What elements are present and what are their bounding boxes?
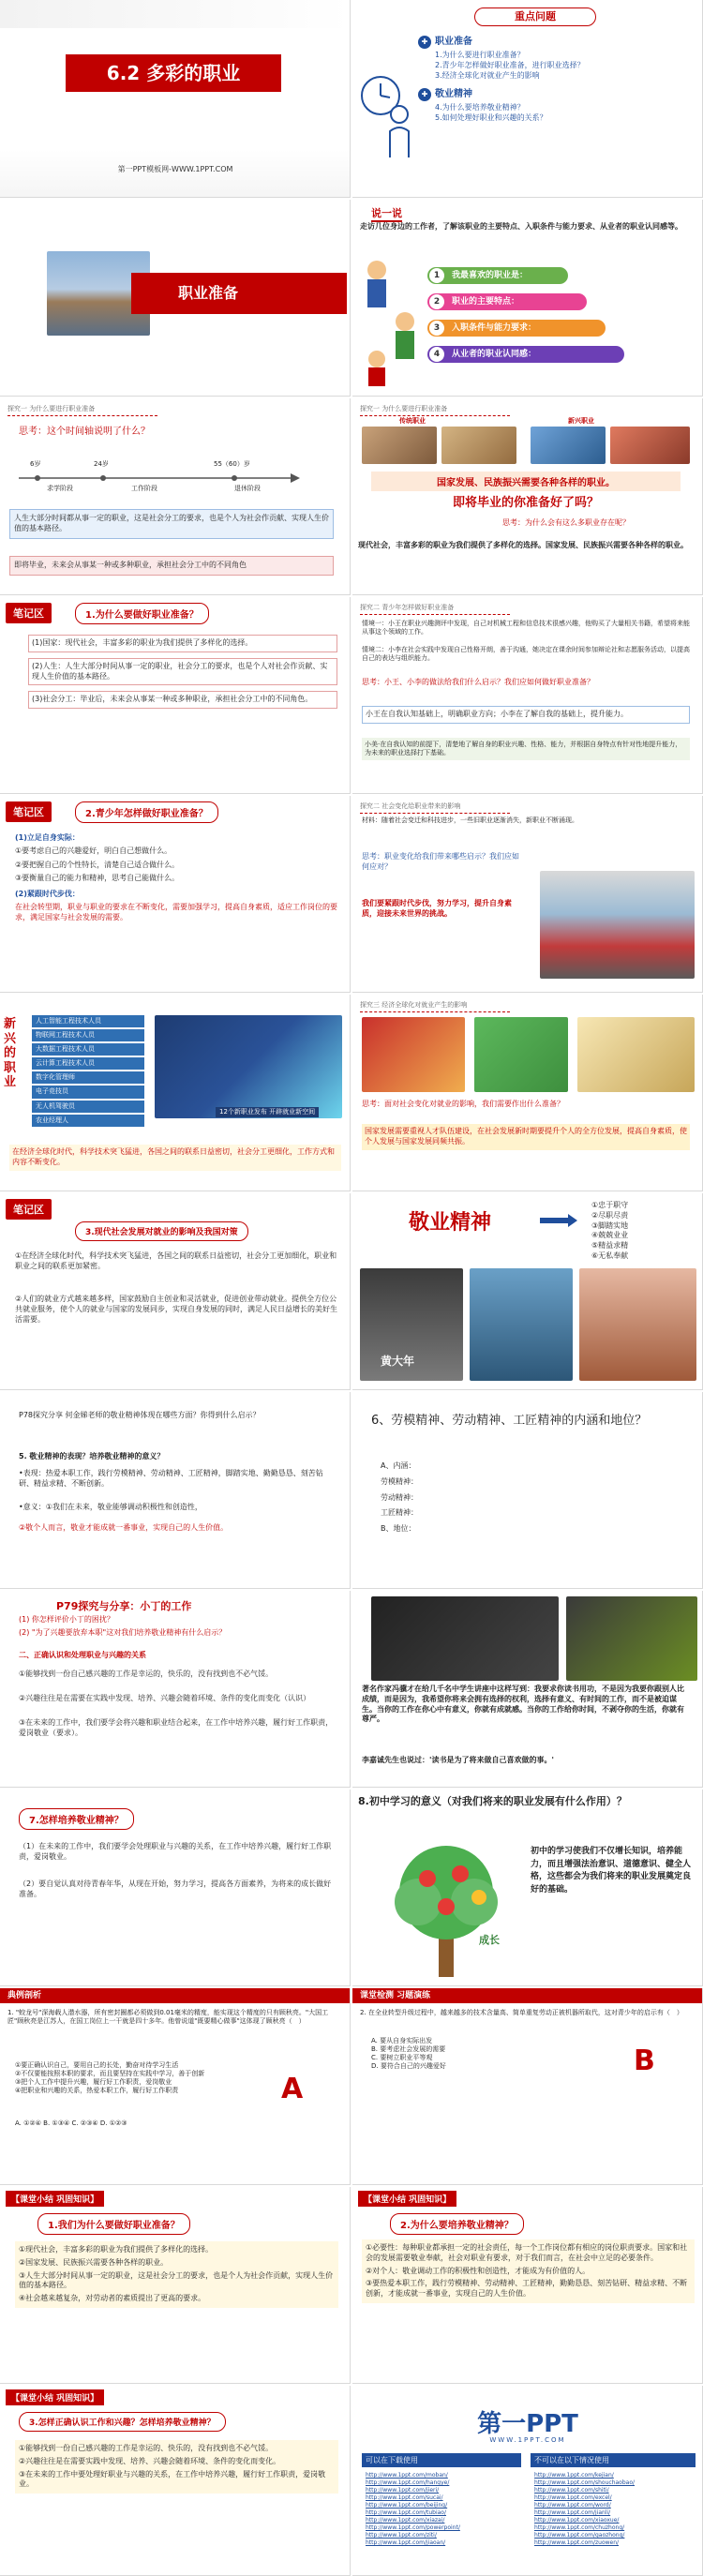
quote-text: 李嘉诚先生也说过：'读书是为了将来做自己喜欢做的事。' xyxy=(362,1756,554,1764)
slide-case-study[interactable] xyxy=(352,597,703,794)
slide-summary-2[interactable] xyxy=(352,2187,703,2384)
dedication-item: ②尽职尽责 xyxy=(591,1210,629,1220)
template-link[interactable]: http://www.1ppt.com/beijing/ xyxy=(366,2502,448,2509)
summary-item: ③人生大部分时间从事一定的职业，这是社会分工的要求，也是个人为社会作贡献，实现人生价值的基本路径。 xyxy=(19,2270,334,2290)
template-link[interactable]: http://www.1ppt.com/gaozhong/ xyxy=(534,2532,625,2539)
timeline-stage: 求学阶段 xyxy=(47,485,73,492)
brand-logo: 第一PPT xyxy=(477,2410,578,2438)
cultivate-title: 7.怎样培养敬业精神？ xyxy=(19,1808,134,1830)
template-link[interactable]: http://www.1ppt.com/excel/ xyxy=(534,2494,612,2501)
slide-social-change[interactable] xyxy=(352,796,703,993)
practice-answer: B xyxy=(634,2044,655,2077)
job-headline: 国家发展、民族振兴需要各种各样的职业。 xyxy=(371,472,681,491)
thinking-person-icon xyxy=(381,103,418,159)
summary-tag: 【课堂小结 巩固知识】 xyxy=(6,2191,104,2207)
arrow-right-icon xyxy=(540,1214,577,1227)
case-option: ③把个人工作中提升兴趣，履行好工作职责，爱岗敬业 xyxy=(15,2078,172,2087)
group2-heading: ✚ 敬业精神 xyxy=(418,88,699,101)
template-link[interactable]: http://www.1ppt.com/shiti/ xyxy=(534,2487,609,2494)
summary-title: 2.为什么要培养敬业精神？ xyxy=(390,2213,524,2235)
case-option: ②不仅要能按照本职的要求，而且要坚持在实践中学习，善于创新 xyxy=(15,2070,205,2078)
group1-heading: ✚ 职业准备 xyxy=(418,36,699,49)
practice-option[interactable]: D. 要符合自己的兴趣爱好 xyxy=(371,2062,446,2071)
left-title: 可以在下载使用 xyxy=(362,2453,521,2467)
notes-tag: 笔记区 xyxy=(6,1199,52,1220)
notes-point: ①要考虑自己的兴趣爱好，明白自己想做什么。 xyxy=(15,846,172,855)
new-job-item: 农业经理人 xyxy=(32,1115,144,1127)
timeline-age: 55（60）岁 xyxy=(214,460,250,468)
new-job-item: 物联网工程技术人员 xyxy=(32,1029,144,1041)
case-answer: 小王在自我认知基础上，明确职业方向；小李在了解自我的基础上，提升能力。 xyxy=(362,706,690,724)
dedication-title: 敬业精神 xyxy=(409,1211,492,1235)
notes-section: (2)紧跟时代步伐： xyxy=(15,890,80,899)
dedication-point: ②敬个人而言，敬业才能成就一番事业，实现自己的人生价值。 xyxy=(19,1523,229,1532)
discussion-intro: 走访几位身边的工作者，了解该职业的主要特点、入职条件与能力要求、从业者的职业认同感等。 xyxy=(360,222,682,231)
summary-title: 1.我们为什么要做好职业准备？ xyxy=(37,2213,190,2235)
template-link[interactable]: http://www.1ppt.com/xiazai/ xyxy=(366,2517,445,2524)
notes-title: 3.现代社会发展对就业的影响及我国对策 xyxy=(75,1221,248,1241)
discussion-pill-3[interactable]: 3 入职条件与能力要求： xyxy=(427,320,606,337)
slide-cultivate[interactable] xyxy=(0,1790,351,1986)
new-jobs-tagline: 12个新职业发布 开辟就业新空间 xyxy=(216,1107,319,1117)
case-text: 情境二：小李在社会实践中发现自己性格开朗，善于沟通，她决定在课余时间参加辩论社和志愿服务活动，以提高自己的表达与组织能力。 xyxy=(362,646,690,663)
slide-subheader: 探究一 为什么要进行职业准备 xyxy=(360,404,510,416)
job-tag-new: 新兴职业 xyxy=(568,417,594,425)
practice-option[interactable]: A. 要从自身实际出发 xyxy=(371,2037,433,2044)
dedication-photo xyxy=(579,1268,696,1381)
spirit-labels xyxy=(381,1461,662,1535)
case-choices: A. ①②④ B. ①③④ C. ②③④ D. ①②③ xyxy=(15,2119,127,2127)
slide-notes-3[interactable] xyxy=(0,1193,351,1390)
globalization-question: 思考：面对社会变化对就业的影响，我们需要作出什么准备？ xyxy=(362,1100,564,1108)
case-stem: 1. "蛟龙号"深海载人潜水器，所有密封圈都必须做到0.01毫米的精度，能实现这个精度的只有顾秋亮。"大国工匠"顾秋亮是江苏人，在国工岗位上一干就是四十多年。他曾说道"既要精心做事"这体现了顾秋亮（ ） xyxy=(7,2009,329,2026)
notes-section: (1)立足自身实际： xyxy=(15,833,80,842)
job-tag-traditional: 传统职业 xyxy=(399,417,426,425)
template-link[interactable]: http://www.1ppt.com/word/ xyxy=(534,2502,611,2509)
notes-list xyxy=(15,833,338,923)
globalization-answer: 国家发展需要重视人才队伍建设，在社会发展新时期要提升个人的全方位发展，提高自身素质，使个人发展与国家发展同频共振。 xyxy=(362,1124,690,1150)
cultivate-point: （1）在未来的工作中，我们要学会处理职业与兴趣的关系，在工作中培养兴趣，履行好工作职责，爱岗敬业。 xyxy=(19,1842,332,1861)
case-analysis-tag: 典例剖析 xyxy=(0,1988,351,2003)
template-link[interactable]: http://www.1ppt.com/jiaoan/ xyxy=(366,2539,446,2546)
slide-title[interactable] xyxy=(0,0,351,198)
notes-point: ②要把握自己的个性特长，清楚自己适合做什么。 xyxy=(15,860,180,869)
slide-title-banner: 6.2 多彩的职业 xyxy=(66,54,281,92)
new-job-item: 人工智能工程技术人员 xyxy=(32,1015,144,1027)
practice-option[interactable]: C. 要树立职业平等观 xyxy=(371,2054,433,2062)
interest-point: ②兴趣往往是在需要在实践中发现、培养、兴趣会随着环境、条件的变化而变化（认识） xyxy=(19,1694,311,1702)
notes-point: ②人们的就业方式越来越多样，国家鼓励自主创业和灵活就业，促进创业带动就业。提供全方位公共就业服务，使个人的就业与国家的发展同步，实现自身发展的同时，满足人民日益增长的美好生活需要。 xyxy=(15,1295,337,1324)
case-question: 思考：小王、小李的做法给我们什么启示？我们应如何做好职业准备？ xyxy=(362,678,594,686)
case-option: ④把职业和兴趣的关系，热爱本职工作，履行好工作职责 xyxy=(15,2087,179,2095)
timeline-age: 24岁 xyxy=(94,460,109,468)
practice-tag: 课堂检测 习题演练 xyxy=(352,1988,703,2003)
right-links xyxy=(534,2472,694,2547)
case-options xyxy=(15,2061,277,2095)
template-link[interactable]: http://www.1ppt.com/xiaoxue/ xyxy=(534,2517,620,2524)
interest-point: ①能够找到一份自己感兴趣的工作是幸运的，快乐的，没有找到也不必气馁。 xyxy=(19,1670,274,1678)
interest-question: (2) "为了兴趣要放弃本职"这对我们培养敬业精神有什么启示？ xyxy=(19,1628,227,1637)
summary-list xyxy=(15,2440,338,2494)
slide-dedication-analysis[interactable] xyxy=(0,1392,351,1589)
new-job-photo xyxy=(531,427,606,464)
discussion-pill-1[interactable]: 1 我最喜欢的职业是： xyxy=(427,267,568,284)
dedication-subtitle: 5. 敬业精神的表现？培养敬业精神的意义？ xyxy=(19,1452,165,1460)
summary-item: ②对个人：敬业调动工作的积极性和创造性，才能成为有价值的人。 xyxy=(366,2266,591,2275)
new-jobs-list xyxy=(32,1015,144,1127)
group2-item: 4.为什么要培养敬业精神？ xyxy=(435,103,525,112)
summary-item: ④社会越来越复杂，对劳动者的素质提出了更高的要求。 xyxy=(19,2294,206,2303)
template-link[interactable]: http://www.1ppt.com/hangye/ xyxy=(366,2479,450,2486)
exploration-question: P78探究分享 何金娣老师的敬业精神体现在哪些方面？你得到什么启示？ xyxy=(19,1411,261,1419)
new-job-item: 无人机驾驶员 xyxy=(32,1101,144,1113)
left-links xyxy=(366,2472,525,2547)
traditional-job-photo xyxy=(362,427,437,464)
dedication-list xyxy=(591,1201,695,1262)
notes-point: ③要衡量自己的能力和精神，思考自己能做什么。 xyxy=(15,874,180,883)
new-job-item: 电子竞技员 xyxy=(32,1086,144,1098)
slide-spirit[interactable] xyxy=(352,1392,703,1589)
traditional-job-photo xyxy=(441,427,516,464)
social-answer: 我们要紧跟时代步伐，努力学习，提升自身素质，迎接未来世界的挑战。 xyxy=(362,899,512,918)
quote-photo xyxy=(371,1596,559,1681)
social-question: 思考：职业变化给我们带来哪些启示？我们应如何应对？ xyxy=(362,852,519,871)
dedication-item: ③脚踏实地 xyxy=(591,1221,629,1230)
footer-text: 第一PPT模板网-WWW.1PPT.COM xyxy=(117,165,233,173)
notes-point: ①在经济全球化时代，科学技术突飞猛进，各国之间的联系日益密切，社会分工更加细化，职业和职业之间的联系更加紧密。 xyxy=(15,1251,337,1270)
template-link[interactable]: http://www.1ppt.com/jieri/ xyxy=(366,2487,440,2494)
brand-url: WWW.1PPT.COM xyxy=(489,2436,566,2444)
notes-point: (2)人生：人生大部分时间从事一定的职业，社会分工的要求，也是个人对社会作贡献、实现人生价值的基本路径。 xyxy=(28,658,337,686)
slide-advert[interactable] xyxy=(352,2386,703,2576)
slide-summary-1[interactable] xyxy=(0,2187,351,2384)
summary-list xyxy=(15,2241,338,2308)
interest-question: (1) 你怎样评价小丁的困扰？ xyxy=(19,1615,114,1624)
dedication-caption: 黄大年 xyxy=(381,1355,415,1368)
summary-tag: 【课堂小结 巩固知识】 xyxy=(6,2389,104,2405)
notes-title: 1.为什么要做好职业准备？ xyxy=(75,603,209,624)
slide-quote[interactable] xyxy=(352,1591,703,1788)
slide-timeline[interactable] xyxy=(0,398,351,595)
slide-interest[interactable] xyxy=(0,1591,351,1788)
quote-photo xyxy=(566,1596,697,1681)
dedication-item: ⑥无私奉献 xyxy=(591,1251,629,1260)
summary-item: ③要热爱本职工作，践行劳模精神、劳动精神、工匠精神，勤勤恳恳、刻苦钻研、精益求精、不断创新，才能成就一番事业，实现自己的人生价值。 xyxy=(366,2279,688,2299)
case-answer: A xyxy=(281,2073,304,2105)
study-title: 8.初中学习的意义（对我们将来的职业发展有什么作用）？ xyxy=(358,1795,627,1807)
summary-title: 3.怎样正确认识工作和兴趣？怎样培养敬业精神？ xyxy=(19,2412,226,2432)
new-job-item: 大数据工程技术人员 xyxy=(32,1043,144,1056)
dedication-point: •表现：热爱本职工作，践行劳模精神、劳动精神、工匠精神，脚踏实地、勤勤恳恳、刻苦钻研、精益求精、不断创新。 xyxy=(19,1469,323,1488)
dedication-item: ④兢兢业业 xyxy=(591,1231,629,1240)
quote-text: 著名作家冯骥才在给几千名中学生讲座中这样写到：我要求你读书用功，不是因为我要你跟别人比成绩，而是因为，我希望你将来会拥有选择的权利，选择有意义、有时间的工作，而不是被迫谋生。当你的工作在你心中有意义，你就有成就感。当你的工作给你时间，不剥夺你的生活，你就有尊严。 xyxy=(362,1685,684,1724)
timeline-question: 思考：这个时间轴说明了什么？ xyxy=(19,427,150,437)
new-jobs-side-label: 新兴的职业 xyxy=(4,1017,17,1090)
discussion-pill-2[interactable]: 2 职业的主要特点： xyxy=(427,293,587,310)
right-title: 不可以在以下情况使用 xyxy=(531,2453,696,2467)
globalization-photo xyxy=(577,1017,695,1092)
cultivate-point: （2）要自觉认真对待青春年华，从现在开始，努力学习，提高各方面素养，为将来的成长做好准备。 xyxy=(19,1880,332,1898)
summary-item: ②国家发展、民族振兴需要各种各样的职业。 xyxy=(19,2257,169,2267)
slide-new-jobs[interactable] xyxy=(0,995,351,1191)
section-title-banner: 职业准备 xyxy=(131,273,347,314)
template-link[interactable]: http://www.1ppt.com/sucai/ xyxy=(366,2494,443,2501)
case-option: ①要正确认识自己，要用自己的长处，勤奋对待学习生活 xyxy=(15,2061,179,2069)
spirit-label: 劳动精神： xyxy=(381,1492,418,1502)
summary-item: ①必要性：每种职业都承担一定的社会责任，每一个工作岗位都有相应的岗位职责要求。国家和社会的发展需要敬业奉献，社会对职业有要求，对于我们而言，在社会中立足的必要条件。 xyxy=(366,2243,688,2262)
material-text: 材料：随着社会变迁和科技进步，一些旧职业逐渐消失，新职业不断涌现。 xyxy=(362,816,578,824)
notes-title: 2.青少年怎样做好职业准备？ xyxy=(75,801,218,823)
notes-tag: 笔记区 xyxy=(6,801,52,822)
tree-label: 成长 xyxy=(479,1934,500,1946)
notes-point: (3)社会分工：毕业后，未来会从事某一种或多种职业，承担社会分工中的不同角色。 xyxy=(28,691,337,709)
template-link[interactable]: http://www.1ppt.com/powerpoint/ xyxy=(366,2524,460,2531)
key-questions-heading: 重点问题 xyxy=(474,7,596,26)
slide-dedication[interactable] xyxy=(352,1193,703,1390)
notes-point: 在社会转型期，职业与职业的要求在不断变化，需要加强学习，提高自身素质，适应工作岗位的要求，满足国家与社会发展的需要。 xyxy=(15,902,337,921)
practice-option[interactable]: B. 要考虑社会发展的需要 xyxy=(371,2045,446,2054)
interest-subtitle: 二、正确认识和处理职业与兴趣的关系 xyxy=(19,1651,146,1659)
new-jobs-photo xyxy=(155,1015,342,1118)
summary-item: ②兴趣往往是在需要实践中发现、培养、兴趣会随着环境、条件的变化而变化。 xyxy=(19,2456,281,2465)
job-conclusion: 现代社会，丰富多彩的职业为我们提供了多样化的选择。国家发展、民族振兴需要各种各样的职业。 xyxy=(358,541,688,549)
template-link[interactable]: http://www.1ppt.com/jianli/ xyxy=(534,2509,611,2516)
slide-study-meaning[interactable] xyxy=(352,1790,703,1986)
slide-subheader: 探究二 社会变化给职业带来的影响 xyxy=(360,801,510,814)
timeline-note: 即将毕业，未来会从事某一种或多种职业，承担社会分工中的不同角色 xyxy=(9,556,334,576)
notes-point: (1)国家：现代社会，丰富多彩的职业为我们提供了多样化的选择。 xyxy=(28,635,337,652)
interest-title: P79探究与分享：小丁的工作 xyxy=(56,1600,192,1612)
case-summary: 小美·在自我认知的前提下，清楚地了解自身的职业兴趣、性格、能力，并根据自身特点有针对性地提升能力，为未来的职业选择打下基础。 xyxy=(362,738,690,760)
practice-stem: 2. 在全业转型升级过程中，越来越多的技术含量高、简单重复劳动正被机器所取代，这对青少年的启示有（ ） xyxy=(360,2009,683,2016)
summary-item: ③在未来的工作中要处理好职业与兴趣的关系，在工作中培养兴趣，履行好工作职责，爱岗敬业。 xyxy=(19,2469,326,2489)
slide-summary-3[interactable] xyxy=(0,2386,351,2576)
group1-item: 3.经济全球化对就业产生的影响 xyxy=(435,70,540,80)
slide-key-questions[interactable] xyxy=(352,0,703,198)
study-text: 初中的学习使我们不仅增长知识，培养能力，而且增强法治意识、道德意识、健全人格，这些都会为我们将来的职业发展奠定良好的基础。 xyxy=(531,1847,692,1895)
template-link[interactable]: http://www.1ppt.com/zuowen/ xyxy=(534,2539,620,2546)
template-link[interactable]: http://www.1ppt.com/kejian/ xyxy=(534,2472,614,2479)
timeline-stage: 退休阶段 xyxy=(234,485,261,492)
new-jobs-summary: 在经济全球化时代，科学技术突飞猛进，各国之间的联系日益密切，社会分工更细化，工作方式和内容不断变化。 xyxy=(9,1145,341,1171)
timeline-stage: 工作阶段 xyxy=(131,485,157,492)
dedication-point: •意义：①我们在未来，敬业能够调动积极性和创造性， xyxy=(19,1503,202,1511)
template-link[interactable]: http://www.1ppt.com/chuzhong/ xyxy=(534,2524,625,2531)
spirit-label: 劳模精神： xyxy=(381,1476,418,1486)
discussion-tag: 说一说 xyxy=(371,205,402,222)
summary-tag: 【课堂小结 巩固知识】 xyxy=(358,2191,456,2207)
notes-tag: 笔记区 xyxy=(6,603,52,623)
new-job-item: 数字化管理师 xyxy=(32,1071,144,1084)
discussion-pill-4[interactable]: 4 从业者的职业认同感： xyxy=(427,346,624,363)
dedication-photo xyxy=(470,1268,573,1381)
interest-point: ③在未来的工作中，我们要学会将兴趣和职业结合起来，在工作中培养兴趣，履行好工作职责，爱岗敬业（要求）。 xyxy=(19,1718,334,1737)
template-link[interactable]: http://www.1ppt.com/ziti/ xyxy=(366,2532,437,2539)
notes-list xyxy=(28,635,337,711)
group1-item: 2.青少年怎样做好职业准备，进行职业选择？ xyxy=(435,60,585,69)
slide-case-analysis[interactable] xyxy=(0,1988,351,2185)
slide-discussion[interactable] xyxy=(352,200,703,397)
group1-item: 1.为什么要进行职业准备？ xyxy=(435,51,525,59)
slide-subheader: 探究三 经济全球化对就业产生的影响 xyxy=(360,1000,510,1012)
spirit-title: 6、劳模精神、劳动精神、工匠精神的内涵和地位？ xyxy=(371,1414,648,1428)
slide-section-job-prep[interactable] xyxy=(0,200,351,397)
timeline-conclusion: 人生大部分时间都从事一定的职业，这是社会分工的要求，也是个人为社会作贡献、实现人生价值的基本路径。 xyxy=(9,509,334,539)
new-job-item: 云计算工程技术人员 xyxy=(32,1057,144,1070)
spirit-label: A、内涵： xyxy=(381,1461,416,1470)
slide-globalization[interactable] xyxy=(352,995,703,1191)
summary-item: ①现代社会，丰富多彩的职业为我们提供了多样化的选择。 xyxy=(19,2245,214,2254)
slide-notes-1[interactable] xyxy=(0,597,351,794)
timeline-age: 6岁 xyxy=(30,460,41,468)
globalization-photo xyxy=(362,1017,465,1092)
template-link[interactable]: http://www.1ppt.com/moban/ xyxy=(366,2472,448,2479)
summary-item: ①能够找到一份自己感兴趣的工作是幸运的、快乐的，没有找到也不必气馁。 xyxy=(19,2444,274,2452)
spirit-label: B、地位： xyxy=(381,1524,416,1534)
case-text: 情境一：小王在职业兴趣测评中发现，自己对机械工程和信息技术很感兴趣，他购买了大量相关书籍，希望将来能从事这个领域的工作。 xyxy=(362,620,690,637)
dedication-item: ⑤精益求精 xyxy=(591,1241,629,1251)
worker-figures-icon xyxy=(358,256,424,387)
practice-options xyxy=(371,2037,559,2071)
dedication-item: ①忠于职守 xyxy=(591,1201,629,1209)
spirit-label: 工匠精神： xyxy=(381,1508,418,1518)
job-banner: 即将毕业的你准备好了吗？ xyxy=(452,496,599,510)
template-link[interactable]: http://www.1ppt.com/tubiao/ xyxy=(366,2509,446,2516)
group2-item: 5.如何处理好职业和兴趣的关系？ xyxy=(435,113,547,123)
new-job-photo xyxy=(610,427,690,464)
train-photo xyxy=(540,871,695,979)
growth-tree-icon xyxy=(362,1827,531,1982)
slide-job-types[interactable] xyxy=(352,398,703,595)
slide-notes-2[interactable] xyxy=(0,796,351,993)
globalization-photo xyxy=(474,1017,568,1092)
template-link[interactable]: http://www.1ppt.com/shouchaobao/ xyxy=(534,2479,636,2486)
slide-practice[interactable] xyxy=(352,1988,703,2185)
slide-subheader: 探究二 青少年怎样做好职业准备 xyxy=(360,603,510,615)
slide-subheader: 探究一 为什么要进行职业准备 xyxy=(7,404,157,416)
summary-list xyxy=(362,2239,695,2303)
job-question: 思考：为什么会有这么多职业存在呢？ xyxy=(502,518,630,527)
